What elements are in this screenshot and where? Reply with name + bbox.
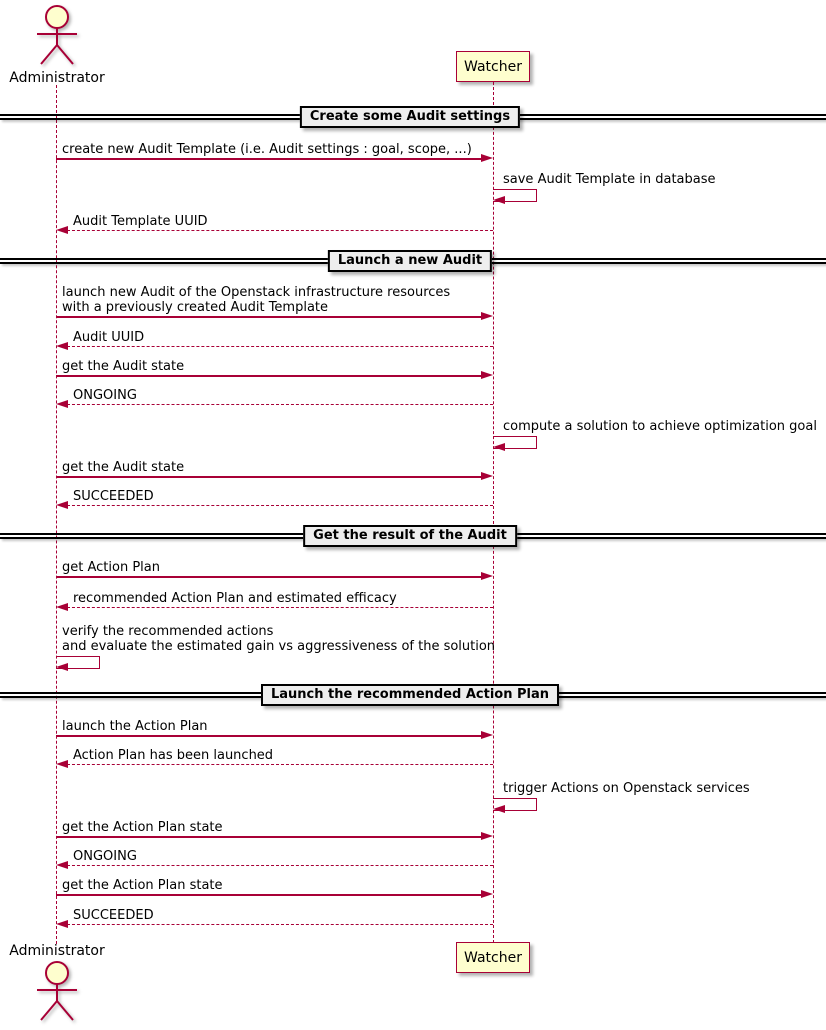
administrator-lifeline (56, 85, 57, 944)
message-label (73, 489, 154, 504)
message-label-line: get the Audit state (62, 460, 185, 475)
arrowhead-right-icon (481, 154, 493, 162)
arrowhead-left-icon (493, 805, 505, 813)
arrowhead-left-icon (56, 603, 68, 611)
message-label (73, 388, 137, 403)
message-label-line: get the Audit state (62, 359, 185, 374)
watcher-participant-top (456, 51, 530, 82)
message-line-solid (56, 576, 483, 578)
message-label (503, 172, 716, 187)
arrowhead-right-icon (481, 890, 493, 898)
message-line-return (67, 505, 493, 506)
message-label-line: save Audit Template in database (503, 172, 716, 187)
section-title: Get the result of the Audit (303, 525, 517, 547)
message-line-solid (56, 735, 483, 737)
arrowhead-left-icon (56, 400, 68, 408)
message-label-line: compute a solution to achieve optimization goal (503, 419, 817, 434)
section-title: Create some Audit settings (300, 106, 520, 128)
message-line-solid (56, 894, 483, 896)
message-label-line: create new Audit Template (i.e. Audit settings : goal, scope, ...) (62, 142, 472, 157)
message-label (62, 460, 184, 475)
arrowhead-left-icon (56, 920, 68, 928)
message-line-solid (56, 316, 483, 318)
arrowhead-left-icon (493, 196, 505, 204)
message-label (62, 878, 223, 893)
message-label (73, 330, 144, 345)
message-label-line: Audit Template UUID (73, 214, 208, 229)
arrowhead-left-icon (56, 501, 68, 509)
message-line-return (67, 924, 493, 925)
message-label-line: and evaluate the estimated gain vs aggressiveness of the solution (62, 639, 496, 654)
message-label (73, 748, 273, 763)
arrowhead-left-icon (493, 443, 505, 451)
message-label-line: ONGOING (73, 388, 137, 403)
arrowhead-right-icon (481, 731, 493, 739)
message-line-return (67, 346, 493, 347)
message-label-line: Action Plan has been launched (73, 748, 274, 763)
message-line-return (67, 607, 493, 608)
message-label-line: SUCCEEDED (73, 489, 154, 504)
arrowhead-left-icon (56, 760, 68, 768)
message-label-line: ONGOING (73, 849, 137, 864)
watcher-label-top: Watcher (464, 58, 522, 75)
arrowhead-right-icon (481, 572, 493, 580)
message-label (62, 719, 208, 734)
message-line-return (67, 404, 493, 405)
message-label (62, 624, 495, 654)
message-label (62, 820, 223, 835)
message-label-line: launch new Audit of the Openstack infrastructure resources (62, 285, 451, 300)
message-label-line: with a previously created Audit Template (62, 300, 329, 315)
arrowhead-left-icon (56, 226, 68, 234)
message-label (503, 781, 750, 796)
arrowhead-right-icon (481, 832, 493, 840)
watcher-participant-bottom (456, 942, 530, 973)
section-title: Launch the recommended Action Plan (261, 684, 559, 706)
message-label (62, 359, 184, 374)
message-label-line: get the Action Plan state (62, 878, 223, 893)
message-label-line: get Action Plan (62, 560, 160, 575)
administrator-actor-icon-bottom (34, 961, 80, 1023)
message-line-return (67, 764, 493, 765)
message-label-line: launch the Action Plan (62, 719, 208, 734)
arrowhead-right-icon (481, 371, 493, 379)
message-line-return (67, 865, 493, 866)
arrowhead-right-icon (481, 312, 493, 320)
message-label-line: SUCCEEDED (73, 908, 154, 923)
arrowhead-left-icon (56, 663, 68, 671)
message-label (73, 849, 137, 864)
message-label (73, 214, 208, 229)
message-label (73, 591, 397, 606)
administrator-actor-icon (34, 5, 80, 67)
message-label-line: get the Action Plan state (62, 820, 223, 835)
arrowhead-right-icon (481, 472, 493, 480)
message-line-solid (56, 836, 483, 838)
message-label (62, 560, 160, 575)
arrowhead-left-icon (56, 861, 68, 869)
message-label-line: Audit UUID (73, 330, 145, 345)
message-label-line: verify the recommended actions (62, 624, 274, 639)
section-title: Launch a new Audit (328, 250, 492, 272)
message-line-solid (56, 375, 483, 377)
watcher-label-bottom: Watcher (464, 949, 522, 966)
watcher-lifeline (493, 82, 494, 943)
message-label (62, 142, 472, 157)
message-label (62, 285, 450, 315)
arrowhead-left-icon (56, 342, 68, 350)
message-label (73, 908, 154, 923)
message-line-solid (56, 476, 483, 478)
message-label (503, 419, 817, 434)
message-line-return (67, 230, 493, 231)
message-line-solid (56, 158, 483, 160)
administrator-label-top: Administrator (9, 70, 105, 86)
message-label-line: trigger Actions on Openstack services (503, 781, 750, 796)
message-label-line: recommended Action Plan and estimated efficacy (73, 591, 397, 606)
administrator-label-bottom: Administrator (9, 943, 105, 959)
